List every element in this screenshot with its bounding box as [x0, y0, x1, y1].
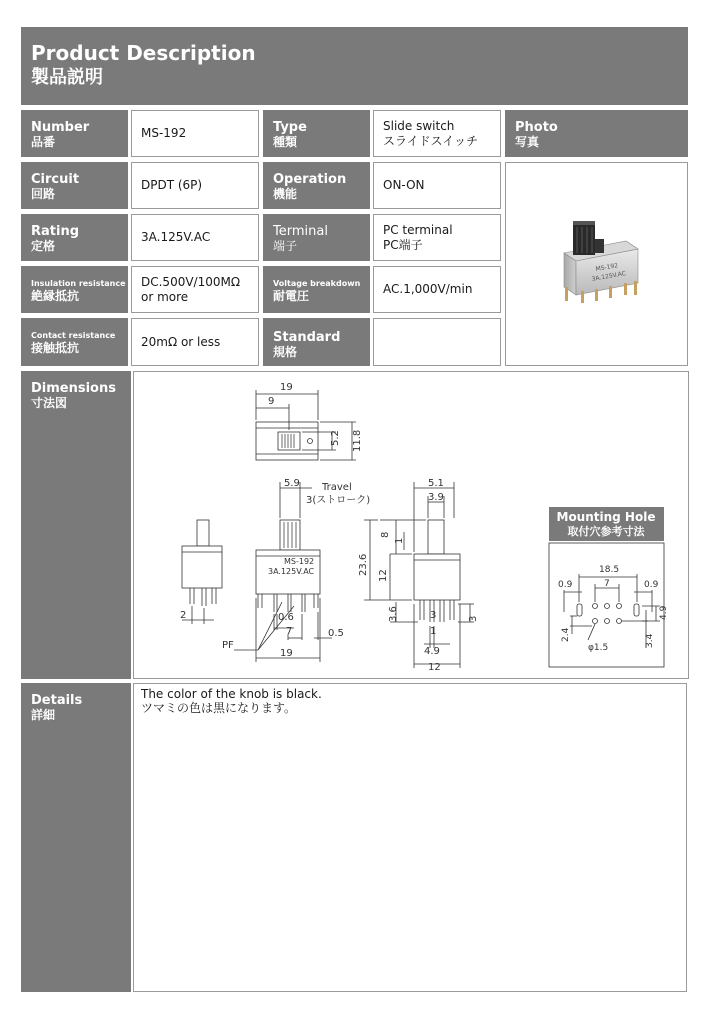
operation-label: Operation 機能: [263, 162, 370, 209]
dim-front-pin-a: 0.6: [278, 612, 294, 623]
terminal-label: Terminal 端子: [263, 214, 370, 261]
dim-side-knob-h: 8: [380, 531, 391, 538]
details-line-2: ツマミの色は黒になります。: [141, 701, 297, 715]
dim-side-step: 1: [394, 537, 405, 544]
photo-label: Photo 写真: [505, 110, 688, 157]
dim-mount-row: 4.9: [659, 605, 669, 620]
dim-front-pin-b: 0.5: [328, 628, 344, 639]
dim-front-knob-width: 5.9: [284, 478, 300, 489]
dim-top-width: 19: [280, 382, 293, 393]
dim-side-total-h: 23.6: [358, 553, 369, 576]
details-label: Details 詳細: [21, 683, 131, 992]
slide-switch-photo: [506, 163, 687, 365]
photo-marking-1: MS-192: [595, 262, 619, 273]
dim-mount-height: 2.4: [561, 627, 571, 642]
dim-side-pin-span: 4.9: [424, 646, 440, 657]
dim-top-depth: 11.8: [352, 429, 363, 452]
dim-side-pin-right: 3: [468, 615, 479, 622]
terminal-value: PC terminal PC端子: [373, 214, 501, 261]
dimension-diagram: [134, 372, 688, 678]
dim-front-pitch: 7: [286, 626, 293, 637]
travel-value: 3(ストローク): [306, 495, 371, 506]
operation-value: ON-ON: [373, 162, 501, 209]
type-label: Type 種類: [263, 110, 370, 157]
dim-mount-left: 0.9: [558, 580, 573, 590]
dim-side-pin-1: 1: [430, 626, 437, 637]
voltage-value: AC.1,000V/min: [373, 266, 501, 313]
dim-front-pf: PF: [222, 640, 234, 651]
insulation-label: Insulation resistance 絶縁抵抗: [21, 266, 128, 313]
dim-side-pin-len: 3.6: [388, 606, 399, 622]
dim-mount-hole-dia: φ1.5: [588, 643, 609, 653]
rating-label: Rating 定格: [21, 214, 128, 261]
circuit-value: DPDT (6P): [131, 162, 259, 209]
front-marking-1: MS-192: [284, 557, 315, 566]
dim-side-knob-width: 3.9: [428, 492, 444, 503]
rating-value: 3A.125V.AC: [131, 214, 259, 261]
dim-mount-span: 18.5: [599, 565, 620, 575]
dim-mount-right: 0.9: [644, 580, 659, 590]
number-label: Number 品番: [21, 110, 128, 157]
contact-label: Contact resistance 接触抵抗: [21, 318, 128, 366]
dim-side-width: 12: [428, 662, 441, 673]
dim-left-pin-gap: 2: [180, 610, 187, 621]
travel-label: Travel: [322, 482, 352, 493]
dimensions-drawing: [133, 371, 689, 679]
mounting-hole-title-jp: 取付穴参考寸法: [567, 525, 645, 538]
photo-marking-2: 3A.125V.AC: [591, 270, 627, 283]
front-marking-2: 3A.125V.AC: [268, 567, 315, 576]
dimensions-label: Dimensions 寸法図: [21, 371, 131, 679]
dim-mount-pitch: 7: [604, 579, 610, 589]
dim-side-body-h: 12: [378, 569, 389, 582]
voltage-label: Voltage breakdown 耐電圧: [263, 266, 370, 313]
page-title-jp: 製品説明: [31, 67, 103, 88]
standard-label: Standard 規格: [263, 318, 370, 366]
dim-top-knob-width: 5.2: [330, 430, 341, 446]
page-title: Product Description: [31, 41, 256, 65]
standard-value: [373, 318, 501, 366]
dim-side-top-width: 5.1: [428, 478, 444, 489]
left-view: [182, 520, 222, 624]
dim-top-knob-offset: 9: [268, 396, 275, 407]
number-value: MS-192: [131, 110, 259, 157]
page-header: [21, 27, 688, 105]
details-content: [133, 683, 687, 992]
dim-mount-offset: 3.4: [645, 633, 655, 648]
circuit-label: Circuit 回路: [21, 162, 128, 209]
contact-value: 20mΩ or less: [131, 318, 259, 366]
insulation-value: DC.500V/100MΩ or more: [131, 266, 259, 313]
details-line-1: The color of the knob is black.: [141, 687, 322, 701]
dim-front-width: 19: [280, 648, 293, 659]
mounting-hole-title: Mounting Hole: [556, 510, 656, 524]
product-photo: [505, 162, 688, 366]
dim-side-pin-pos: 3: [430, 610, 437, 621]
type-value: Slide switch スライドスイッチ: [373, 110, 501, 157]
